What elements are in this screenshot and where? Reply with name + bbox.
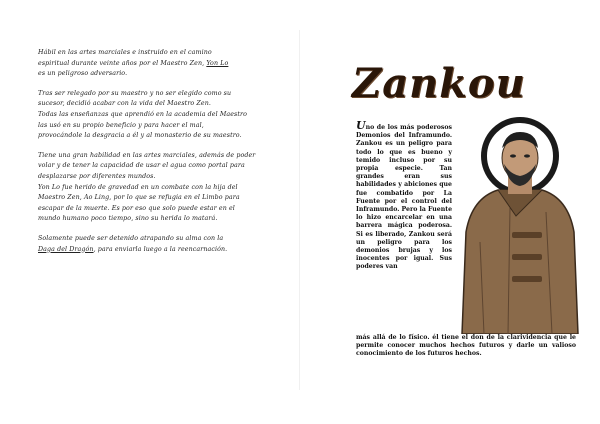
yon-lo-link[interactable]: Yon Lo bbox=[206, 59, 229, 67]
title-text: Zankou bbox=[352, 60, 526, 107]
eye-left bbox=[510, 154, 516, 157]
yon-lo-description bbox=[38, 48, 270, 264]
page-title bbox=[352, 56, 572, 112]
coat-strap-2 bbox=[512, 254, 542, 260]
zankou-description: Uno de los más poderosos Demonios del Inframundo. Zankou es un peligro para todo lo que es bueno y temido incluso por su propia especie. Tan grandes eran sus habilidades y abiciones que fue combatido por La Fuente por el control del Inframundo. Pero la Fuente lo hizo encarcelar en una barrera mágica poderosa. Si es liberado, Zankou será un peligro para los demonios brujas y los inocentes por igual. Sus poderes van bbox=[356, 119, 453, 271]
coat-strap-3 bbox=[512, 276, 542, 282]
zankou-illustration bbox=[450, 112, 580, 334]
daga-del-dragon-link[interactable]: Daga del Dragón bbox=[38, 245, 94, 253]
paragraph-4: Solamente puede ser detenido atrapando su alma con la Daga del Dragón, para enviarla luego a la reencarnación. bbox=[38, 234, 228, 253]
paragraph-1: Hábil en las artes marciales e instruido en el camino espiritual durante veinte años por el Maestro Zen, Yon Lo es un peligroso adversario. bbox=[38, 49, 229, 78]
zankou-description-tail: más allá de lo físico. él tiene el don de la clarividencia que le permite conocer muchos hechos futuros y darle un valioso conocimiento de los futuros hechos. bbox=[356, 334, 576, 358]
drop-cap: U bbox=[356, 119, 366, 132]
paragraph-3: Tiene una gran habilidad en las artes marciales, además de poder volar y de tener la capacidad de usar el agua como portal para desplazarse por diferentes mundos. Yon Lo fue herido de gravedad en un combate con la hija del Maestro Zen, Ao Ling, por lo que se refugia en el Limbo para escapar de la muerte. Es por eso que solo puede estar en el mundo humano poco tiempo, sino su herida lo matará. bbox=[38, 151, 256, 223]
coat-strap-1 bbox=[512, 232, 542, 238]
paragraph-2: Tras ser relegado por su maestro y no ser elegido como su sucesor, decidió acabar con la vida del Maestro Zen. Todas las enseñanzas que aprendió en la academia del Maestro las usó en su propio beneficio y para hacer el mal, provocándole la desgracia a él y al monasterio de su maestro. bbox=[38, 89, 248, 140]
eye-right bbox=[524, 154, 530, 157]
